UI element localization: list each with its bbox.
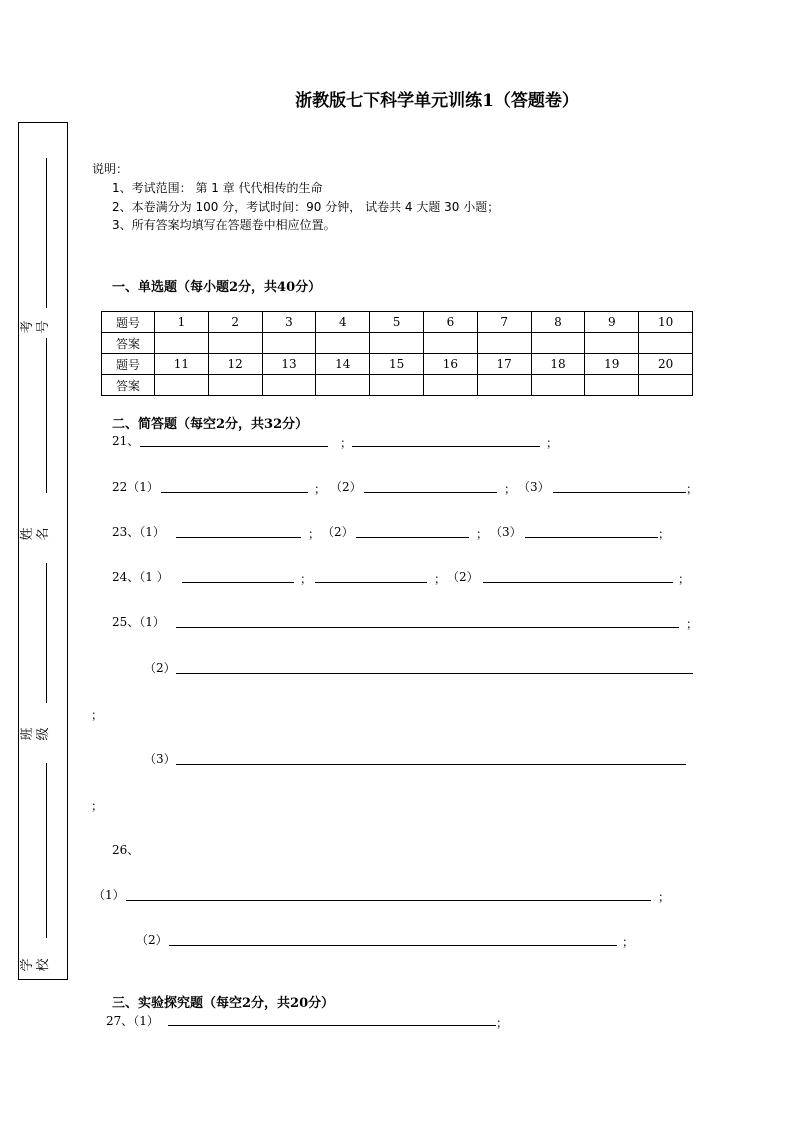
school-label: 学校: [20, 958, 51, 972]
table-cell: 17: [477, 354, 531, 375]
answer-cell[interactable]: [639, 333, 693, 354]
q24-part-2: （2）: [447, 570, 479, 584]
q22-label: 22（1）: [112, 480, 159, 494]
q23-label: 23、（1）: [112, 525, 165, 539]
table-row: [102, 312, 693, 333]
q22-blank-2[interactable]: [364, 492, 497, 493]
answer-cell[interactable]: [423, 333, 477, 354]
table-cell: 13: [262, 354, 316, 375]
q21-label: 21、: [112, 434, 140, 448]
q26-label: 26、: [112, 843, 140, 857]
school-line[interactable]: [46, 763, 47, 938]
class-label: 班级: [20, 727, 51, 741]
table-row: [102, 333, 693, 354]
answer-cell[interactable]: [155, 333, 209, 354]
answer-cell[interactable]: [316, 375, 370, 396]
table-cell: 19: [585, 354, 639, 375]
section1-heading: 一、单选题（每小题2分，共40分）: [112, 280, 322, 295]
answer-cell[interactable]: [585, 333, 639, 354]
answer-table: [101, 311, 693, 396]
row-label-a: 答案: [102, 333, 155, 354]
table-cell: 10: [639, 312, 693, 333]
q22-part-2: （2）: [330, 480, 362, 494]
student-info-strip: [18, 122, 68, 980]
q26-blank-2[interactable]: [169, 945, 617, 946]
answer-cell[interactable]: [262, 333, 316, 354]
notes-heading: 说明：: [92, 162, 129, 176]
table-cell: 14: [316, 354, 370, 375]
q26-blank-1[interactable]: [126, 900, 651, 901]
answer-cell[interactable]: [423, 375, 477, 396]
q25-blank-3[interactable]: [176, 764, 686, 765]
answer-cell[interactable]: [155, 375, 209, 396]
row-label-q: 题号: [102, 312, 155, 333]
q22-blank-1[interactable]: [161, 492, 308, 493]
separator: ；: [546, 436, 559, 450]
answer-cell[interactable]: [208, 375, 262, 396]
q23-part-2: （2）: [322, 525, 354, 539]
section3-heading: 三、实验探究题（每空2分，共20分）: [112, 996, 335, 1011]
q26-part-1: （1）: [93, 888, 125, 902]
q24-blank-2[interactable]: [315, 582, 427, 583]
answer-cell[interactable]: [316, 333, 370, 354]
separator: ；: [678, 572, 691, 586]
table-row: [102, 354, 693, 375]
q23-blank-3[interactable]: [525, 537, 658, 538]
answer-cell[interactable]: [639, 375, 693, 396]
table-cell: 3: [262, 312, 316, 333]
separator: ；: [686, 482, 699, 496]
table-row: [102, 375, 693, 396]
q24-blank-3[interactable]: [483, 582, 673, 583]
separator: ；: [496, 1016, 509, 1030]
answer-cell[interactable]: [477, 333, 531, 354]
table-cell: 11: [155, 354, 209, 375]
table-cell: 15: [370, 354, 424, 375]
q25-blank-1[interactable]: [176, 627, 679, 628]
table-cell: 18: [531, 354, 585, 375]
separator: ；: [308, 527, 321, 541]
row-label-q: 题号: [102, 354, 155, 375]
q21-blank-1[interactable]: [140, 446, 328, 447]
answer-cell[interactable]: [531, 333, 585, 354]
separator: ；: [622, 935, 635, 949]
answer-cell[interactable]: [531, 375, 585, 396]
section2-heading: 二、简答题（每空2分，共32分）: [112, 417, 309, 432]
q25-part-3: （3）: [144, 752, 176, 766]
q21-blank-2[interactable]: [352, 446, 540, 447]
table-cell: 5: [370, 312, 424, 333]
q23-blank-2[interactable]: [356, 537, 469, 538]
answer-cell[interactable]: [370, 333, 424, 354]
answer-cell[interactable]: [585, 375, 639, 396]
exam-no-line[interactable]: [46, 158, 47, 308]
q25-part-2: （2）: [144, 661, 176, 675]
separator: ；: [91, 708, 104, 722]
separator: ；: [91, 799, 104, 813]
separator: ；: [476, 527, 489, 541]
class-line[interactable]: [46, 563, 47, 703]
table-cell: 2: [208, 312, 262, 333]
answer-cell[interactable]: [208, 333, 262, 354]
separator: ；: [300, 572, 313, 586]
separator: ；: [658, 890, 671, 904]
name-label: 姓名: [20, 527, 51, 541]
answer-cell[interactable]: [370, 375, 424, 396]
separator: ；: [340, 436, 353, 450]
separator: ；: [504, 482, 517, 496]
row-label-a: 答案: [102, 375, 155, 396]
table-cell: 1: [155, 312, 209, 333]
answer-cell[interactable]: [477, 375, 531, 396]
note-item-3: 3、所有答案均填写在答题卷中相应位置。: [112, 218, 336, 232]
separator: ；: [658, 527, 671, 541]
q25-label: 25、（1）: [112, 615, 165, 629]
q24-label: 24、（1 ）: [112, 570, 169, 584]
q23-part-3: （3）: [490, 525, 522, 539]
table-cell: 20: [639, 354, 693, 375]
separator: ；: [434, 572, 447, 586]
separator: ；: [314, 482, 327, 496]
note-item-1: 1、考试范围： 第 1 章 代代相传的生命: [112, 181, 323, 195]
name-line[interactable]: [46, 338, 47, 493]
separator: ；: [686, 617, 699, 631]
table-cell: 12: [208, 354, 262, 375]
table-cell: 9: [585, 312, 639, 333]
table-cell: 6: [423, 312, 477, 333]
note-item-2: 2、本卷满分为 100 分，考试时间：90 分钟， 试卷共 4 大题 30 小题；: [112, 200, 500, 214]
page-title: 浙教版七下科学单元训练1（答题卷）: [295, 91, 579, 111]
q25-blank-2[interactable]: [176, 673, 693, 674]
table-cell: 8: [531, 312, 585, 333]
q24-blank-1[interactable]: [182, 582, 294, 583]
q27-blank-1[interactable]: [168, 1025, 496, 1026]
q22-part-3: （3）: [518, 480, 550, 494]
table-cell: 4: [316, 312, 370, 333]
q23-blank-1[interactable]: [176, 537, 301, 538]
table-cell: 7: [477, 312, 531, 333]
q26-part-2: （2）: [136, 933, 168, 947]
answer-cell[interactable]: [262, 375, 316, 396]
q27-label: 27、（1）: [106, 1014, 159, 1028]
table-cell: 16: [423, 354, 477, 375]
q22-blank-3[interactable]: [553, 492, 686, 493]
exam-no-label: 考号: [20, 320, 51, 334]
